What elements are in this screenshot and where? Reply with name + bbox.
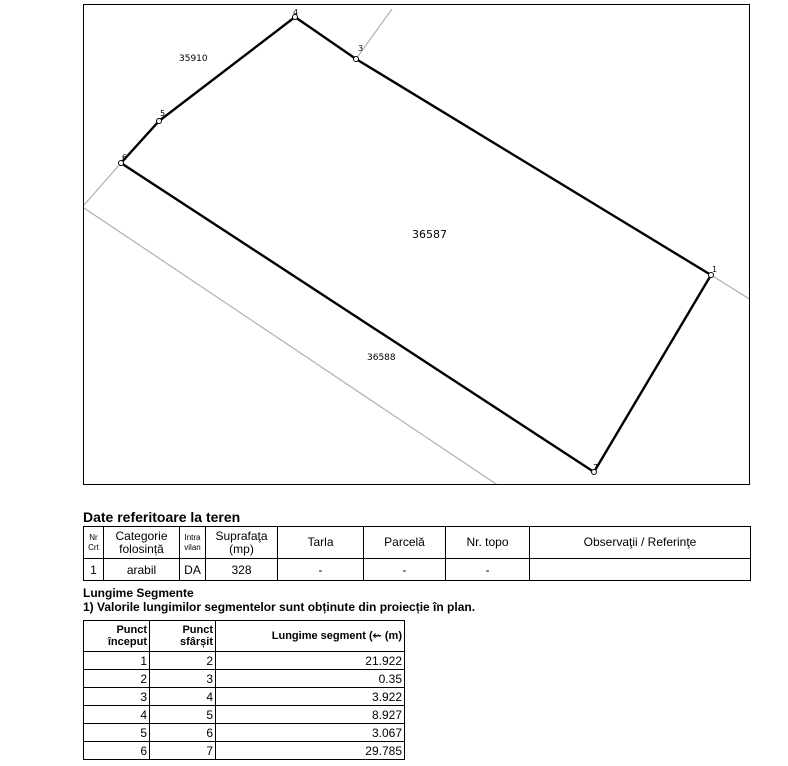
neighbor-parcel-number: 35910	[179, 54, 208, 64]
parcel-plan	[83, 4, 750, 485]
cell-length: 29.785	[216, 742, 405, 760]
cell-end: 3	[150, 670, 216, 688]
table-row	[84, 688, 405, 706]
cell-start: 6	[84, 742, 150, 760]
cell-observatii	[530, 559, 751, 581]
cell-end: 2	[150, 652, 216, 670]
header-suprafata: Suprafaţa (mp)	[206, 527, 278, 559]
land-table-header	[84, 527, 751, 559]
cell-start: 4	[84, 706, 150, 724]
cell-start: 2	[84, 670, 150, 688]
cell-end: 4	[150, 688, 216, 706]
table-row	[84, 670, 405, 688]
cell-end: 7	[150, 742, 216, 760]
parcel-boundary	[121, 17, 711, 472]
vertex-marker	[354, 57, 359, 62]
segments-title: Lungime Segmente	[83, 586, 194, 600]
header-tarla: Tarla	[278, 527, 364, 559]
header-parcela: Parcelă	[364, 527, 446, 559]
vertex-label: 5	[160, 109, 166, 118]
segments-note: 1) Valorile lungimilor segmentelor sunt obținute din proiecție în plan.	[83, 600, 476, 614]
plan-drawing	[84, 5, 750, 485]
land-section-title: Date referitoare la teren	[83, 509, 241, 525]
header-observatii: Observaţii / Referinţe	[530, 527, 751, 559]
header-lungime: Lungime segment (⇜ (m)	[216, 621, 405, 652]
cell-length: 3.067	[216, 724, 405, 742]
cell-start: 3	[84, 688, 150, 706]
cell-suprafata: 328	[206, 559, 278, 581]
neighbor-parcel-number: 36588	[367, 353, 396, 363]
vertex-label: 4	[293, 8, 299, 17]
cell-categorie: arabil	[104, 559, 180, 581]
cell-length: 8.927	[216, 706, 405, 724]
header-categorie: Categorie folosință	[104, 527, 180, 559]
vertex-label: 1	[712, 265, 718, 274]
neighbor-line-left	[84, 163, 121, 205]
header-topo: Nr. topo	[446, 527, 530, 559]
vertex-label: 7	[593, 463, 599, 472]
segments-table	[83, 620, 405, 760]
land-table	[83, 526, 751, 581]
header-punct-sfarsit: Punct sfârșit	[150, 621, 216, 652]
neighbor-line-right	[711, 275, 750, 300]
segments-table-header	[84, 621, 405, 652]
cell-length: 0.35	[216, 670, 405, 688]
cell-start: 5	[84, 724, 150, 742]
vertex-label: 6	[122, 153, 128, 162]
vertex-label: 3	[358, 44, 364, 53]
cell-length: 21.922	[216, 652, 405, 670]
cell-parcela: -	[364, 559, 446, 581]
parcel-number: 36587	[412, 228, 447, 241]
cell-tarla: -	[278, 559, 364, 581]
header-intravilan: Intra vilan	[180, 527, 206, 559]
vertex-marker	[157, 119, 162, 124]
cell-end: 5	[150, 706, 216, 724]
header-nr: Nr Crt	[84, 527, 104, 559]
table-row	[84, 652, 405, 670]
table-row	[84, 706, 405, 724]
table-row	[84, 742, 405, 760]
header-punct-inceput: Punct început	[84, 621, 150, 652]
land-table-row	[84, 559, 751, 581]
cell-intravilan: DA	[180, 559, 206, 581]
cell-nr: 1	[84, 559, 104, 581]
cell-length: 3.922	[216, 688, 405, 706]
cell-topo: -	[446, 559, 530, 581]
table-row	[84, 724, 405, 742]
cell-end: 6	[150, 724, 216, 742]
neighbor-line-bottom	[84, 208, 499, 485]
cell-start: 1	[84, 652, 150, 670]
